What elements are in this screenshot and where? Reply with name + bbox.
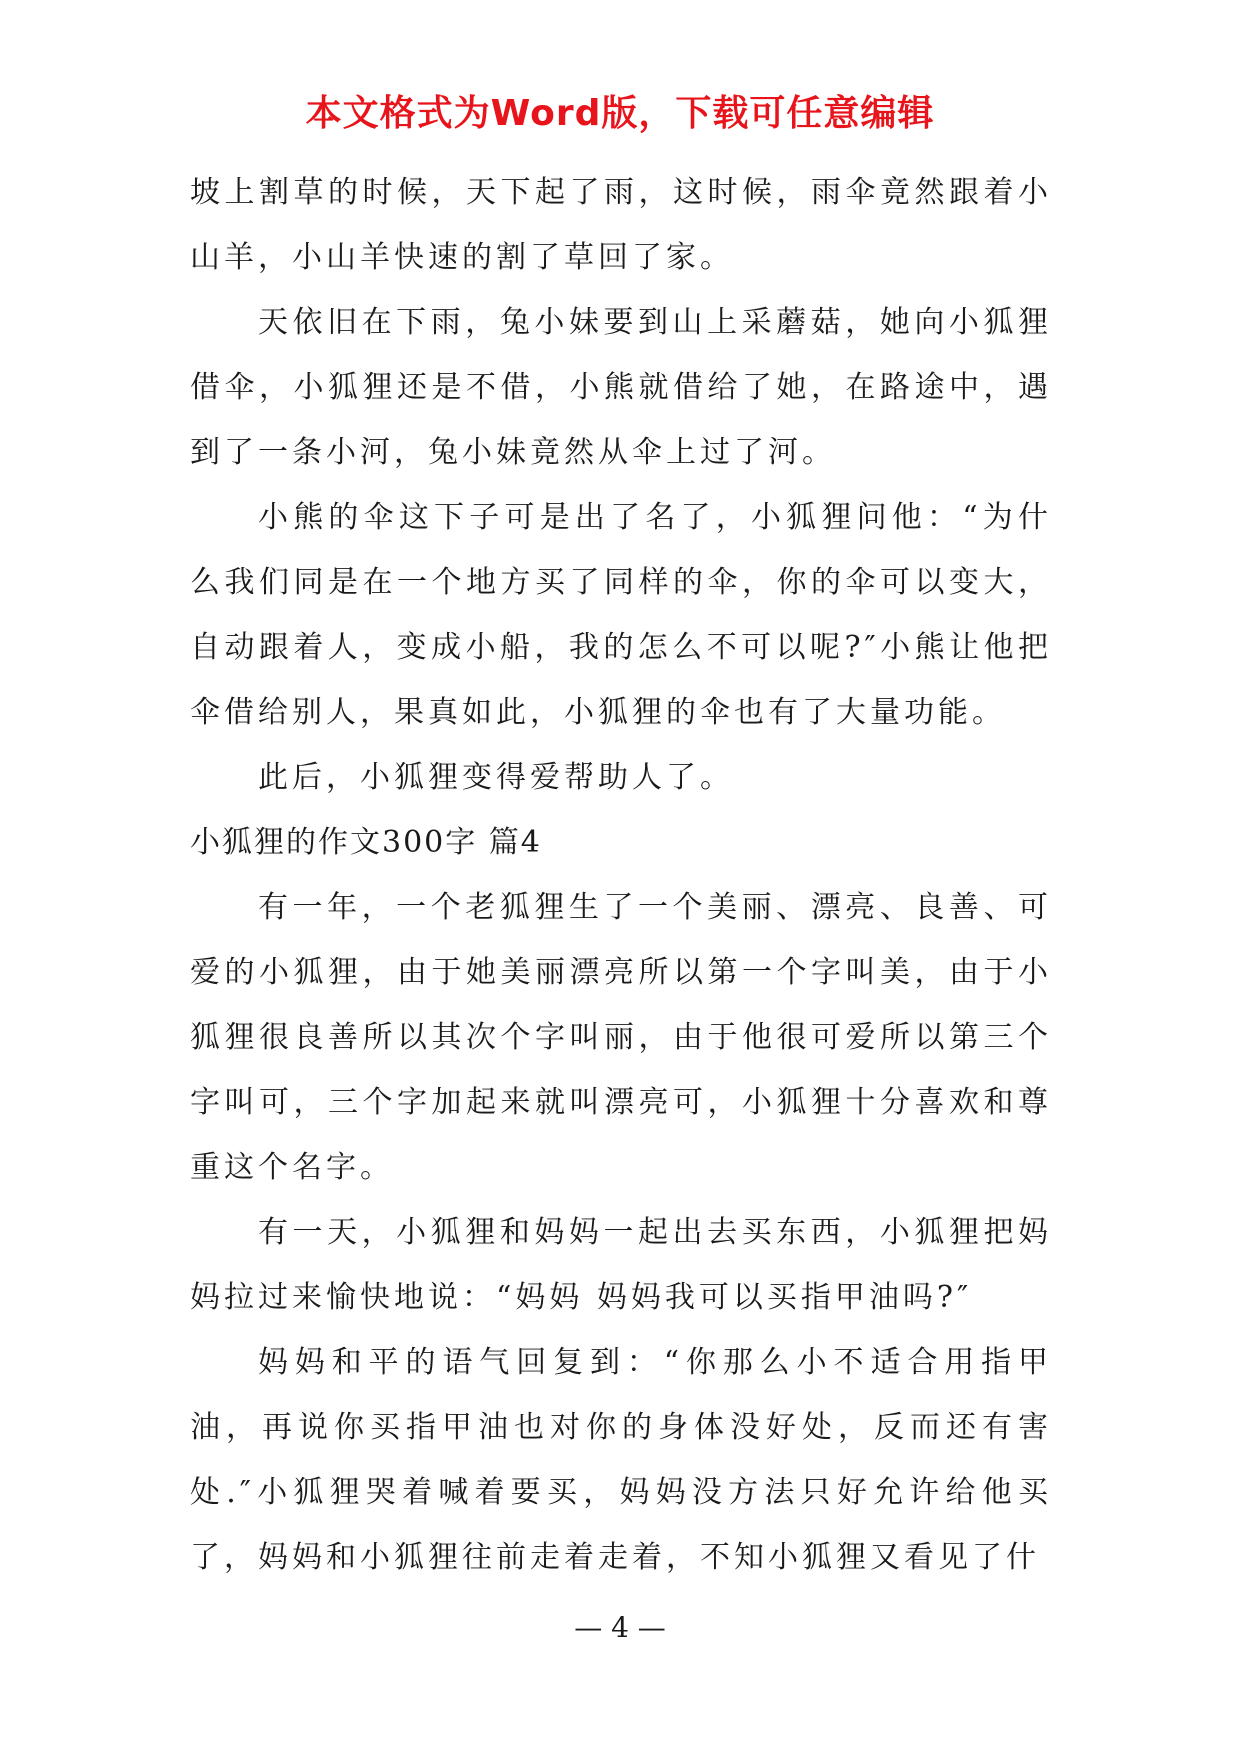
paragraph: 妈妈和平的语气回复到：“你那么小不适合用指甲油，再说你买指甲油也对你的身体没好处，反而还有害处.″小狐狸哭着喊着要买，妈妈没方法只好允许给他买了，妈妈和小狐狸往前走着走着，不知小狐狸又看见了什 (190, 1345, 1052, 1575)
section-title: 小狐狸的作文300字 篇4 (190, 825, 542, 860)
page-number: — 4 — (574, 1611, 666, 1644)
word-format-notice: 本文格式为Word版，下载可任意编辑 (305, 93, 935, 134)
paragraph-continued: 坡上割草的时候，天下起了雨，这时候，雨伞竟然跟着小山羊，小山羊快速的割了草回了家。 (190, 175, 1052, 275)
paragraph: 小熊的伞这下子可是出了名了，小狐狸问他：“为什么我们同是在一个地方买了同样的伞，你的伞可以变大，自动跟着人，变成小船，我的怎么不可以呢?″小熊让他把伞借给别人，果真如此，小狐狸的伞也有了大量功能。 (190, 500, 1052, 730)
paragraph: 天依旧在下雨，兔小妹要到山上采蘑菇，她向小狐狸借伞，小狐狸还是不借，小熊就借给了她，在路途中，遇到了一条小河，兔小妹竟然从伞上过了河。 (190, 305, 1052, 470)
paragraph: 有一天，小狐狸和妈妈一起出去买东西，小狐狸把妈妈拉过来愉快地说：“妈妈 妈妈我可以买指甲油吗?″ (190, 1215, 1052, 1315)
paragraph: 有一年，一个老狐狸生了一个美丽、漂亮、良善、可爱的小狐狸，由于她美丽漂亮所以第一个字叫美，由于小狐狸很良善所以其次个字叫丽，由于他很可爱所以第三个字叫可，三个字加起来就叫漂亮可，小狐狸十分喜欢和尊重这个名字。 (190, 890, 1052, 1185)
paragraph: 此后，小狐狸变得爱帮助人了。 (258, 760, 734, 795)
article-body (190, 160, 1052, 1590)
